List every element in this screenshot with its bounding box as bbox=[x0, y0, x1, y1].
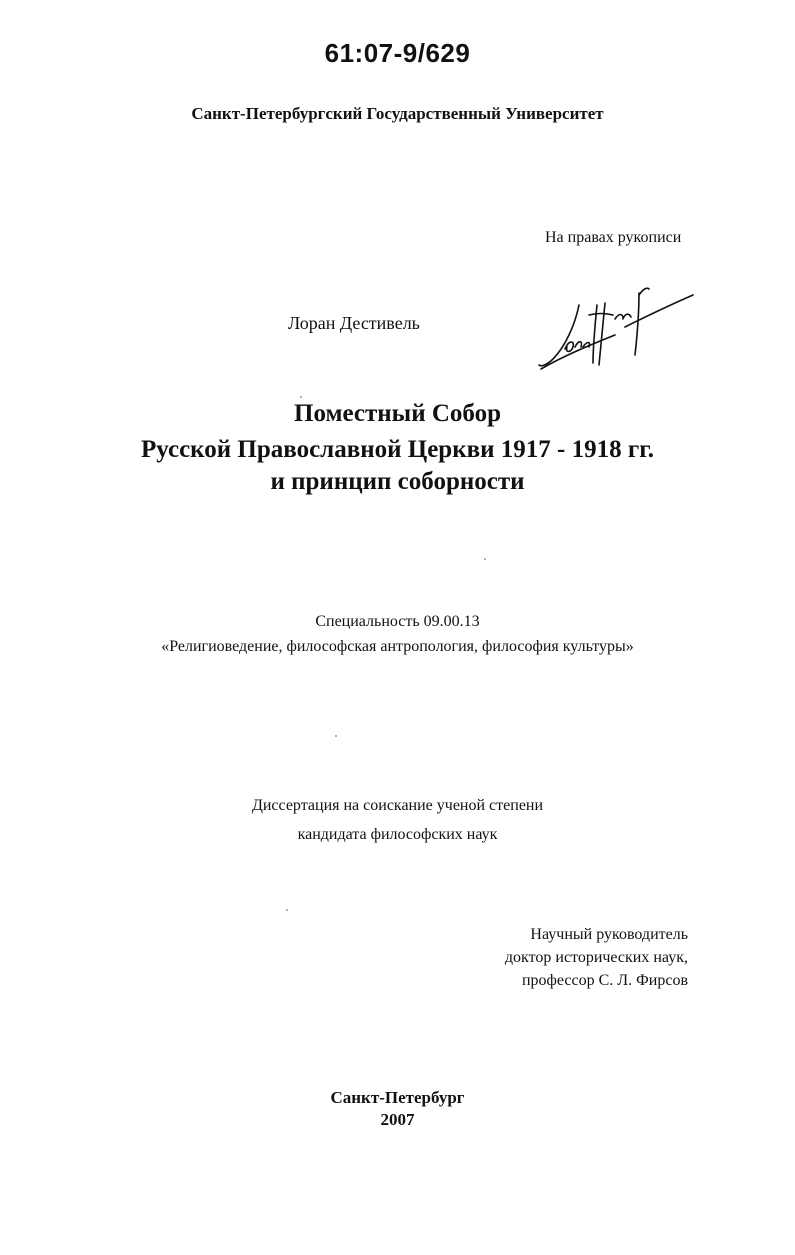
city: Санкт-Петербург bbox=[330, 1088, 465, 1107]
specialty-code: Специальность 09.00.13 bbox=[315, 613, 480, 630]
dissertation-title-line-2: Русской Православной Церкви 1917 - 1918 гг. bbox=[140, 436, 654, 463]
scan-speck bbox=[286, 909, 288, 911]
supervisor-name: профессор С. Л. Фирсов bbox=[521, 972, 688, 989]
dissertation-title-line-1: Поместный Собор bbox=[294, 400, 501, 427]
degree-statement-line-1: Диссертация на соискание ученой степени bbox=[251, 797, 544, 814]
supervisor-block bbox=[460, 923, 688, 992]
author-signature bbox=[535, 285, 695, 375]
manuscript-rights-note: На правах рукописи bbox=[545, 229, 682, 246]
supervisor-degree: доктор исторических наук, bbox=[504, 949, 688, 966]
scan-speck bbox=[484, 558, 486, 560]
catalog-number: 61:07-9/629 bbox=[324, 38, 471, 68]
degree-statement-line-2: кандидата философских наук bbox=[297, 826, 498, 843]
year: 2007 bbox=[380, 1110, 415, 1129]
author-name: Лоран Дестивель bbox=[288, 313, 420, 333]
scan-speck bbox=[300, 396, 302, 398]
dissertation-title-line-3: и принцип соборности bbox=[270, 468, 525, 495]
supervisor-role: Научный руководитель bbox=[530, 926, 688, 943]
scan-speck bbox=[335, 735, 337, 737]
specialty-name: «Религиоведение, философская антропология, философия культуры» bbox=[161, 638, 634, 655]
university-name: Санкт-Петербургский Государственный Университет bbox=[191, 104, 604, 123]
